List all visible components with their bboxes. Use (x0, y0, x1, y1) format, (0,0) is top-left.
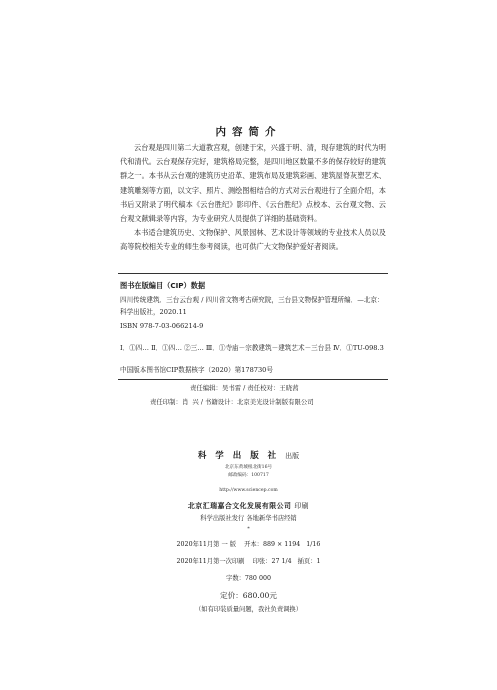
quality-note: （如有印装质量问题，我社负责调换） (194, 606, 303, 613)
publisher-address: 北京东黄城根北街16号 (224, 465, 273, 470)
credits-editors: 责任编辑：吴书雷 / 责任校对：王晓茜 (190, 384, 299, 392)
wordcount-line: 字数：780 000 (226, 575, 271, 582)
printer-suffix: 印刷 (294, 502, 310, 510)
divider-top (118, 273, 388, 274)
edition-line: 2020年11月第 一 版 开本：889 × 1194 1/16 (176, 541, 321, 548)
publisher-website: http://www.sciencep.com (219, 488, 278, 493)
summary-paragraph-1: 云台观是四川第二大道教宫观，创建于宋，兴盛于明、清，现存建筑的时代为明代和清代。云台观保存完好，建筑格局完整，是四川地区数量不多的保存较好的建筑群之一。本书从云台观的建筑历史沿革、建筑布局及建筑彩画、建筑屋脊灰塑艺术、建筑雕刻等方面，以文字、照片、测绘图相结合的方式对云台观进行了全面介绍，本书后又附录了明代稿本《云台胜纪》影印件、《云台胜纪》点校本、云台观文物、云台观文献辑录等内容，为专业研究人员提供了详细的基础资料。 (120, 143, 386, 224)
credits-production: 责任印制：肖 兴 / 书籍设计：北京美光设计制版有限公司 (150, 398, 314, 406)
ornament-star: * (247, 526, 250, 532)
cip-record: 中国版本图书馆CIP数据核字（2020）第178730号 (120, 366, 273, 374)
printer-name-text: 北京汇瑞嘉合文化发展有限公司 (187, 502, 292, 510)
summary-paragraph-2: 本书适合建筑历史、文物保护、风景园林、艺术设计等领域的专业技术人员以及高等院校相关专业的师生参考阅读，也可供广大文物保护爱好者阅读。 (120, 228, 386, 252)
summary-title: 内容简介 (215, 126, 282, 138)
divider-bottom (118, 379, 388, 380)
printing-line: 2020年11月第一次印刷 印张：27 1/4 插页：1 (176, 558, 321, 565)
cip-title-line: 四川传统建筑．三台云台观 / 四川省文物考古研究院，三台县文物保护管理所编．—北京：科学出版社，2020.11 (120, 296, 384, 316)
cip-isbn: ISBN 978-7-03-066214-9 (120, 322, 204, 330)
cip-heading: 图书在版编目（CIP）数据 (120, 281, 206, 290)
distribution-line: 科学出版社发行 各地新华书店经销 (200, 515, 297, 522)
publisher-suffix: 出版 (285, 452, 300, 460)
printer-name (0, 500, 497, 510)
publisher-name (0, 449, 497, 461)
cip-classification: Ⅰ．①四… Ⅱ．①四… ②三… Ⅲ．①寺庙－宗教建筑－建筑艺术－三台县 Ⅳ．①TU-098.3 (120, 344, 384, 352)
publisher-name-text: 科 学 出 版 社 (197, 451, 280, 461)
publisher-postcode: 邮政编码：100717 (228, 473, 269, 478)
price-line: 定价：680.00元 (220, 591, 277, 600)
